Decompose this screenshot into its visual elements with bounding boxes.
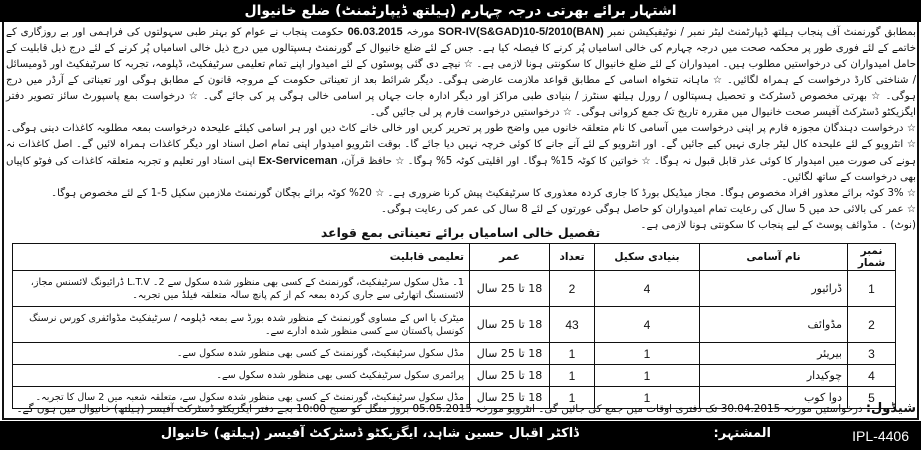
advertiser-block: [161, 426, 771, 441]
cell-scale: 1: [595, 365, 700, 387]
schedule-line: [6, 401, 916, 417]
cell-post: بیریئر: [700, 343, 848, 365]
cell-sr: 2: [848, 307, 896, 343]
header-sr: نمبر شمار: [848, 244, 896, 271]
cell-sr: 1: [848, 271, 896, 307]
ad-title: اشتہار برائے بھرتی درجہ چہارم (ہیلتھ ڈیپارٹمنٹ) ضلع خانیوال: [244, 3, 677, 19]
cell-age: 18 تا 25 سال: [470, 387, 550, 409]
cell-count: 1: [550, 343, 595, 365]
table-row: [13, 343, 896, 365]
cell-qualification: مڈل سکول سرٹیفکیٹ، گورنمنٹ کے کسی بھی منظور شدہ سکول سے، متعلقہ شعبہ میں 2 سال کا تجربہ۔: [13, 387, 470, 409]
table-row: [13, 307, 896, 343]
notification-number: SOR-IV(S&GAD)10-5/2010(BAN): [438, 26, 604, 38]
cell-post: دوا کوب: [700, 387, 848, 409]
body-paragraph-age: ☆ عمر کی بالائی حد میں 5 سال کی رعایت تمام امیدواران کو حاصل ہوگی عورتوں کے لئے 8 سال کی عمر کی رعایت ہوگی۔: [381, 204, 916, 215]
advertiser-name: ڈاکٹر اقبال حسین شاہد، ایگزیکٹو ڈسٹرکٹ آفیسر (ہیلتھ) خانیوال: [160, 426, 579, 441]
cell-qualification: پرائمری سکول سرٹیفکیٹ کسی بھی منظور شدہ سکول سے۔: [13, 365, 470, 387]
cell-scale: 4: [595, 271, 700, 307]
table-header-row: [13, 244, 896, 271]
cell-scale: 4: [595, 307, 700, 343]
header-scale: بنیادی سکیل: [595, 244, 700, 271]
cell-count: 1: [550, 387, 595, 409]
ex-serviceman-label: Ex-Serviceman: [258, 155, 338, 167]
header-qualification: تعلیمی قابلیت: [13, 244, 470, 271]
cell-count: 2: [550, 271, 595, 307]
cell-scale: 1: [595, 387, 700, 409]
cell-qualification: میٹرک یا اس کے مساوی گورنمنٹ کے منظور شدہ بورڈ سے بمعہ ڈپلومہ / سرٹیفکیٹ مڈوائفری کورس نرسنگ کونسل پاکستان سے کسی منظور شدہ ادارے سے۔: [13, 307, 470, 343]
body-paragraph-2: ☆ درخواست دہندگان مجوزہ فارم پر اپنی درخواست میں آسامی کا نام متعلقہ خانوں میں واضح طور پر تحریر کریں اور خالی خانے کاٹ دیں اور ہر اسامی کیلئے علیحدہ درخواست بمعہ مطلوبہ کاغذات دینی ہوگی۔ ☆ انٹرویو کے لئے علیحدہ کال لیٹر جاری نہیں کیے جائیں گے۔ اور انٹرویو کے لئے آنے جانے کا کوئی خرچہ نہیں دیا جائے گا۔ بوقت انٹرویو امیدوار اپنی تمام اصل اسناد اور دیگر کاغذات ہمراہ لائیں گے۔ اصل کاغذات نہ ہونے کی صورت میں امیدوار کا کوئی عذر قابل قبول نہ ہوگا۔ ☆ خواتین کا کوٹہ 15% ہوگا۔ اور اقلیتی کوٹہ 5% ہوگا۔ ☆ حافظ قرآن، Ex-Serviceman اپنی اسناد اور تعلیم و تجربہ متعلقہ کاغذات کی فوٹو کاپیاں بھی درخواست کے ساتھ لگائیں۔: [6, 123, 916, 183]
cell-sr: 3: [848, 343, 896, 365]
ad-body: [6, 24, 916, 234]
vacancies-table: [12, 243, 896, 409]
cell-age: 18 تا 25 سال: [470, 343, 550, 365]
table-row: [13, 271, 896, 307]
cell-post: ڈرائیور: [700, 271, 848, 307]
schedule-label: شیڈول:: [865, 401, 916, 416]
cell-post: مڈوائف: [700, 307, 848, 343]
cell-scale: 1: [595, 343, 700, 365]
cell-age: 18 تا 25 سال: [470, 307, 550, 343]
cell-age: 18 تا 25 سال: [470, 271, 550, 307]
cell-qualification: مڈل سکول سرٹیفکیٹ، گورنمنٹ کے کسی بھی منظور شدہ سکول سے۔: [13, 343, 470, 365]
ad-reference-code: IPL-4406: [852, 428, 909, 444]
header-age: عمر: [470, 244, 550, 271]
ad-header-bar: [0, 0, 921, 22]
header-post: نام آسامی: [700, 244, 848, 271]
cell-sr: 4: [848, 365, 896, 387]
body-paragraph-note: (نوٹ) ۔ مڈوائف پوسٹ کے لیے پنجاب کا سکونتی ہونا لازمی ہے۔: [640, 220, 916, 231]
table-row: [13, 365, 896, 387]
schedule-text: درخواستیں مورخہ 30.04.2015 تک دفتری اوقات میں جمع کی جائیں گی۔ انٹرویو مورخہ 05.05.2015 بروز منگل کو صبح 10:00 بجے دفتر ایگزیکٹو ڈسٹرکٹ آفیسر (ہیلتھ) خانیوال میں ہوں گے۔: [16, 403, 863, 415]
table-title: تفصیل خالی اسامیاں برائے تعیناتی بمع قواعد: [320, 225, 601, 240]
header-count: تعداد: [550, 244, 595, 271]
cell-post: چوکیدار: [700, 365, 848, 387]
cell-age: 18 تا 25 سال: [470, 365, 550, 387]
notification-date: 06.03.2015: [347, 26, 403, 38]
cell-count: 43: [550, 307, 595, 343]
body-paragraph-1: بمطابق گورنمنٹ آف پنجاب ہیلتھ ڈیپارٹمنٹ لیٹر نمبر / نوٹیفیکیشن نمبر SOR-IV(S&GAD)10-5/2010(BAN) مورخہ 06.03.2015 حکومت پنجاب نے عوام کو بہتر طبی سہولتوں کی فراہمی اور بے روزگاری کے خاتمے کے لئے فوری طور پر محکمہ صحت میں درجہ چہارم کی خالی اسامیاں پُر کرنے کا فیصلہ کیا ہے۔ جس کے لئے ضلع خانیوال کے گورنمنٹ ہسپتالوں میں درج ذیل خالی اسامیاں پُر کرنے کے لئے درج ذیل قابلیت کے حامل امیدواران کی درخواستیں مطلوب ہیں۔ امیدواران کے لئے ضلع خانیوال کا سکونتی ہونا لازمی ہے۔ ☆ نیچے دی گئی پوسٹوں کے لئے امیدوار اپنے تمام تعلیمی سرٹیفکیٹ، ڈپلومہ، تجربہ کا سرٹیفکیٹ اور ڈومیسائل / شناختی کارڈ درخواست کے ہمراہ لگائیں۔ ☆ ماہانہ تنخواہ اسامی کے مطابق قواعد ملازمت عارضی ہوگی۔ دیگر شرائط بعد از تعیناتی حکومت کے مروجہ قانون کے مطابق ہوگی اور تعیناتی کے آرڈر میں درج ہوگی۔ ☆ بھرتی مخصوص ڈسٹرکٹ و تحصیل ہسپتالوں / رورل ہیلتھ سنٹرز / بنیادی طبی مراکز اور دیگر ادارہ جات جہاں پر اسامی خالی ہوگی پر کی جائے گی۔ ☆ درخواست بمع پاسپورٹ سائز تصویر دفتر ایگزیکٹو ڈسٹرکٹ آفیسر صحت خانیوال میں مقررہ تاریخ تک جمع کروانی ہوگی۔ ☆ درخواستیں درخواست فارم پر لی جائیں گی۔: [6, 26, 916, 118]
cell-count: 1: [550, 365, 595, 387]
ad-footer-bar: [0, 421, 921, 450]
cell-qualification: 1۔ مڈل سکول سرٹیفکیٹ، گورنمنٹ کے کسی بھی منظور شدہ سکول سے 2۔ L.T.V ڈرائیونگ لائسنس مجاز، لائسنسنگ اتھارٹی سے جاری کردہ بمعہ کم از کم پانچ سالہ متعلقہ فیلڈ میں تجربہ۔: [13, 271, 470, 307]
cell-sr: 5: [848, 387, 896, 409]
advertiser-label: المشتہر:: [713, 426, 771, 441]
body-paragraph-quota: ☆ 3% کوٹہ برائے معذور افراد مخصوص ہوگا۔ مجاز میڈیکل بورڈ کا جاری کردہ معذوری کا سرٹیفکیٹ پیش کرنا ضروری ہے۔ ☆ 20% کوٹہ برائے بچگان گورنمنٹ ملازمین سکیل 5-1 کے لئے مخصوص ہوگا۔: [51, 188, 916, 199]
